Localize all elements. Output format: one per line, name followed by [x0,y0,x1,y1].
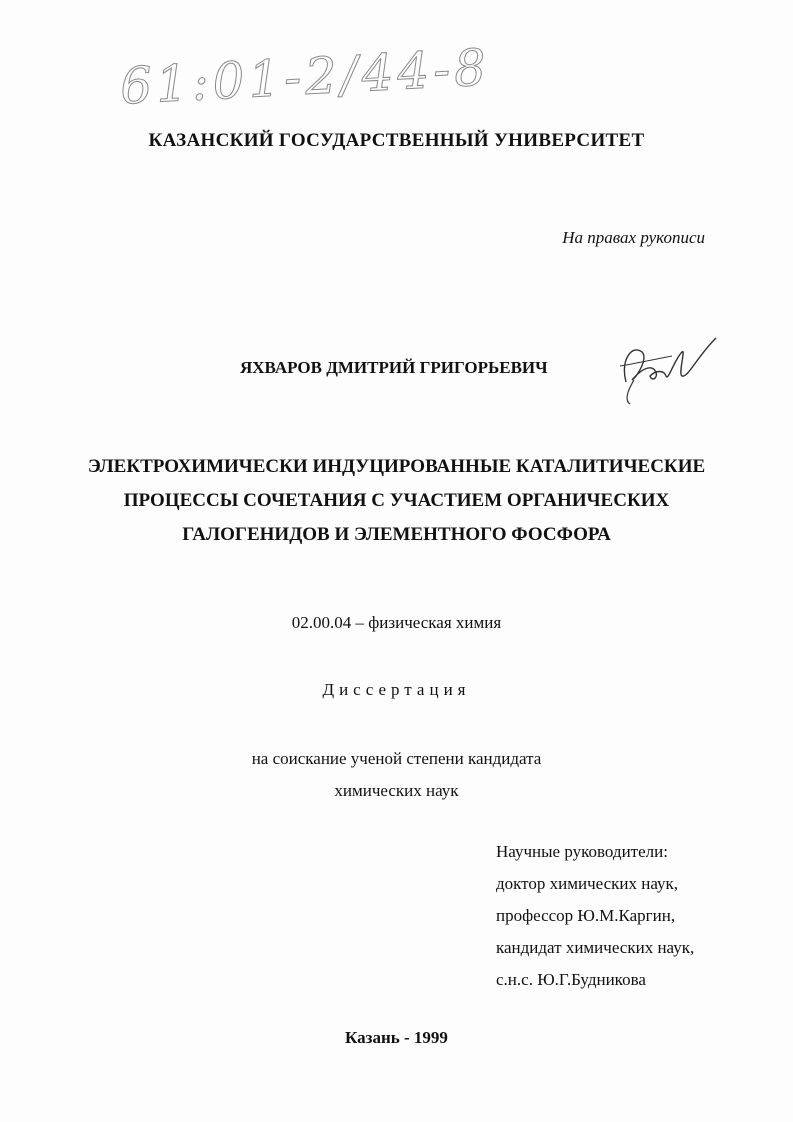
document-type: Диссертация [322,680,471,699]
handwritten-archive-mark: 61:01-2/44-8 [118,38,492,116]
supervisors-line: Научные руководители: [496,842,668,861]
title-line: ГАЛОГЕНИДОВ И ЭЛЕМЕНТНОГО ФОСФОРА [182,524,611,545]
supervisors-line: доктор химических наук, [496,874,679,893]
rights-note: На правах рукописи [562,228,705,247]
signature-icon [612,330,722,410]
supervisors-line: с.н.с. Ю.Г.Будникова [496,970,646,989]
specialty-code: 02.00.04 – физическая химия [291,613,502,632]
university-name: КАЗАНСКИЙ ГОСУДАРСТВЕННЫЙ УНИВЕРСИТЕТ [148,130,645,151]
title-line: ПРОЦЕССЫ СОЧЕТАНИЯ С УЧАСТИЕМ ОРГАНИЧЕСКИХ [123,490,670,511]
supervisors-block [496,836,694,996]
degree-description [0,743,793,807]
city-year: Казань - 1999 [345,1028,448,1047]
author-name: ЯХВАРОВ ДМИТРИЙ ГРИГОРЬЕВИЧ [240,358,548,377]
degree-line: на соискание ученой степени кандидата [251,749,542,768]
supervisors-line: профессор Ю.М.Каргин, [496,906,676,925]
degree-line: химических наук [334,781,459,800]
supervisors-line: кандидат химических наук, [496,938,695,957]
title-line: ЭЛЕКТРОХИМИЧЕСКИ ИНДУЦИРОВАННЫЕ КАТАЛИТИЧЕСКИЕ [87,456,706,477]
dissertation-title [0,450,793,552]
